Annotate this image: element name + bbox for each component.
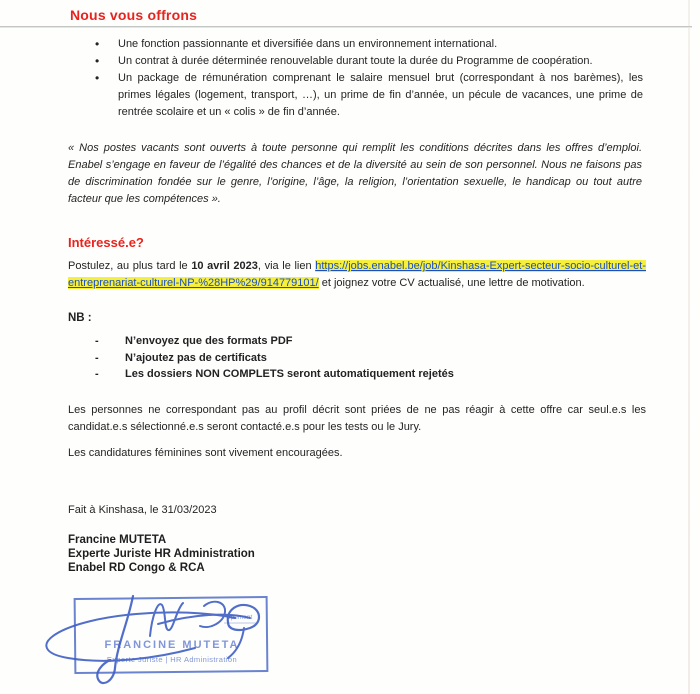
list-item: - N’envoyez que des formats PDF	[95, 333, 635, 350]
apply-middle: , via le lien	[257, 260, 316, 272]
list-item: • Un package de rémunération comprenant le salaire mensuel brut (correspondant à nos barèmes), les primes légales (logement, transport, …), un prime de fin d’année, un pécule de vacances, une prime de rentrée scolaire et un « colis » de fin d’année.	[95, 70, 643, 121]
offer-bullet-list	[95, 36, 643, 121]
job-posting-link[interactable]: https://jobs.enabel.be/job/Kinshasa-Expert-secteur-socio-culturel-et-entreprenariat-culturel-NP-%28HP%29/914779101/	[68, 260, 646, 289]
list-item: - N’ajoutez pas de certificats	[95, 350, 635, 367]
application-deadline: 10 avril 2023	[191, 260, 258, 272]
nb-requirements-list	[95, 333, 635, 383]
profile-mismatch-note: Les personnes ne correspondant pas au profil décrit sont priées de ne pas réagir à cette offre car seul.e.s les candidat.e.s sélectionné.e.s seront contacté.e.s pour les tests ou le Jury.	[68, 404, 646, 433]
nb-label: NB :	[68, 312, 92, 324]
signatory-name: Francine MUTETA	[68, 534, 167, 546]
equal-opportunity-quote: « Nos postes vacants sont ouverts à toute personne qui remplit les conditions décrites dans les offres d’emploi. Enabel s’engage en faveur de l’égalité des chances et de la diversité au sein de son personnel. Nous ne faisons pas de discrimination fondée sur le genre, l’origine, l’âge, la religion, l’orientation sexuelle, le handicap ou tout autre facteur que les compétences ».	[68, 142, 642, 205]
stamp-and-signature	[28, 588, 278, 694]
section-heading-interested: Intéressé.e?	[68, 235, 144, 250]
heading-divider-line	[0, 26, 692, 28]
list-item: - Les dossiers NON COMPLETS seront automatiquement rejetés	[95, 366, 635, 383]
stamp-title-text: Experte Juriste | HR Administration	[106, 655, 238, 664]
list-item: • Un contrat à durée déterminée renouvelable durant toute la durée du Programme de coopération.	[95, 53, 643, 70]
place-and-date: Fait à Kinshasa, le 31/03/2023	[68, 504, 217, 516]
scan-edge-artifact	[688, 0, 690, 694]
signature-block	[68, 533, 255, 575]
stamp-name-text: FRANCINE MUTETA	[104, 639, 240, 651]
stamp-fragment-text: ppement	[227, 614, 253, 621]
signatory-title: Experte Juriste HR Administration	[68, 548, 255, 560]
apply-prefix: Postulez, au plus tard le	[68, 260, 192, 272]
section-heading-offer: Nous vous offrons	[70, 7, 198, 23]
list-item: • Une fonction passionnante et diversifiée dans un environnement international.	[95, 36, 643, 53]
signatory-org: Enabel RD Congo & RCA	[68, 562, 205, 574]
female-candidates-note: Les candidatures féminines sont vivement encouragées.	[68, 447, 343, 459]
stamp-signature-graphic	[28, 588, 278, 694]
application-instructions	[68, 258, 646, 292]
apply-suffix: et joignez votre CV actualisé, une lettre de motivation.	[318, 277, 585, 289]
